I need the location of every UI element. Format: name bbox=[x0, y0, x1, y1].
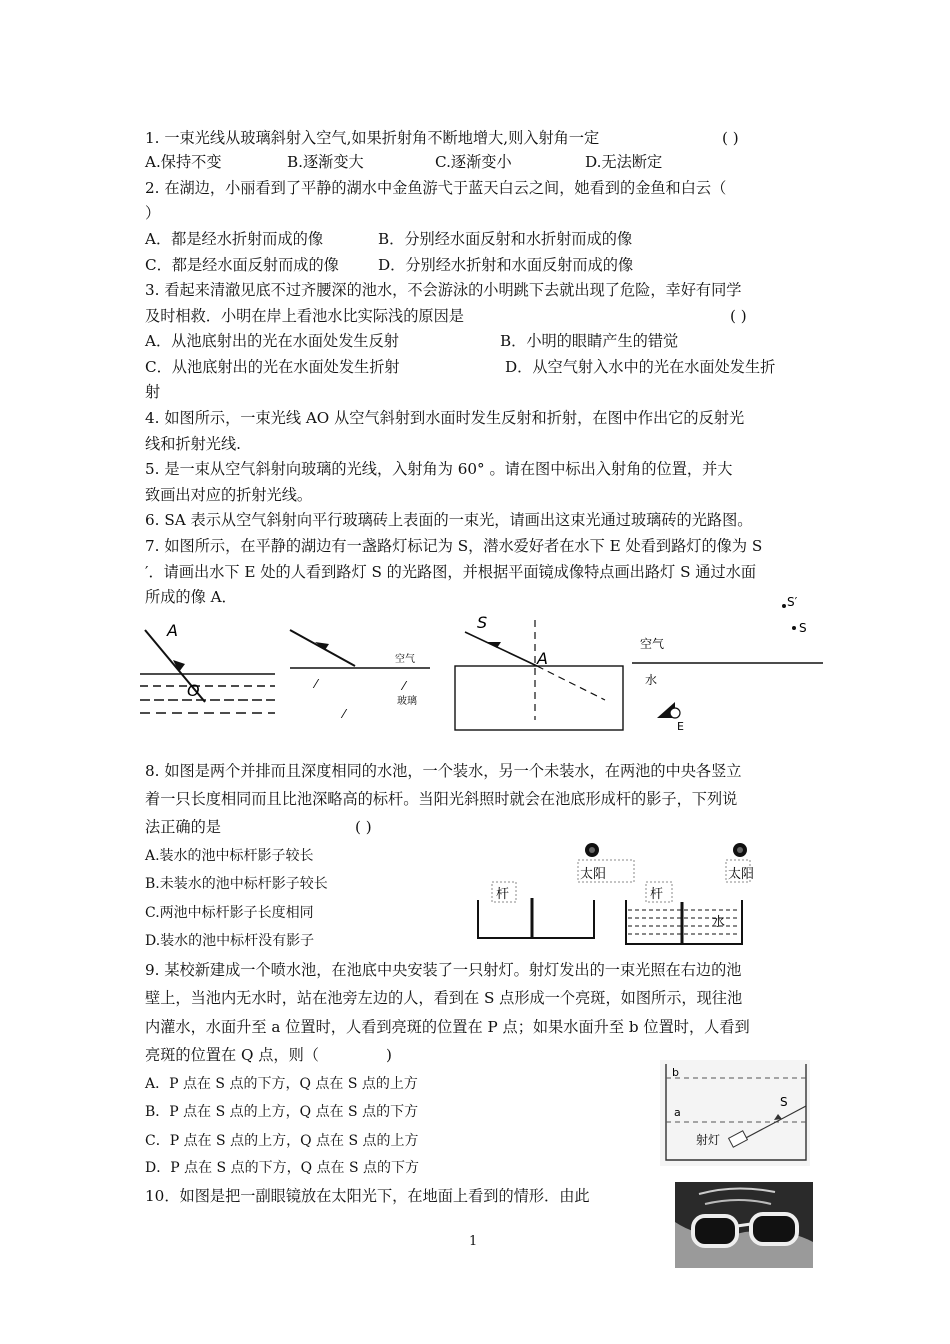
figure-q10-glasses-shadow-photo bbox=[675, 1182, 813, 1268]
q9-option-b: B．P 点在 S 点的上方，Q 点在 S 点的下方 bbox=[145, 1104, 419, 1120]
q2-option-c: C．都是经水面反射而成的像 bbox=[145, 256, 339, 274]
q10-line1: 10．如图是把一副眼镜放在太阳光下，在地面上看到的情形．由此 bbox=[145, 1187, 590, 1205]
figure-q4-label-a: A bbox=[167, 621, 178, 640]
figure-q7-label-s-prime: S′ bbox=[787, 595, 798, 609]
q3-answer-paren: ( ) bbox=[730, 307, 747, 325]
q9-option-a: A．P 点在 S 点的下方，Q 点在 S 点的上方 bbox=[145, 1076, 418, 1092]
q1-stem: 1. 一束光线从玻璃斜射入空气,如果折射角不断地增大,则入射角一定 bbox=[145, 129, 600, 147]
q9-line1: 9. 某校新建成一个喷水池，在池底中央安装了一只射灯。射灯发出的一束光照在右边的池 bbox=[145, 961, 742, 979]
q7-line3: 所成的像 A． bbox=[145, 588, 237, 606]
svg-text:⁄: ⁄ bbox=[403, 679, 406, 693]
q3-option-d: D．从空气射入水中的光在水面处发生折 bbox=[505, 358, 776, 376]
q2-stem-line1: 2. 在湖边，小丽看到了平静的湖水中金鱼游弋于蓝天白云之间，她看到的金鱼和白云（ bbox=[145, 179, 727, 197]
figure-q6-label-a: A bbox=[537, 649, 548, 668]
figure-q8-right-sun-label: 太阳 bbox=[728, 867, 755, 882]
figure-q9-label-b: b bbox=[672, 1066, 679, 1079]
svg-text:⁄: ⁄ bbox=[343, 707, 346, 721]
figure-q7-label-s: S bbox=[799, 621, 807, 635]
q9-line4: 亮斑的位置在 Q 点，则（ bbox=[145, 1046, 319, 1064]
q1-answer-paren: ( ) bbox=[722, 129, 739, 147]
q2-option-b: B．分别经水面反射和水折射而成的像 bbox=[378, 230, 633, 248]
q3-stem-line2: 及时相救．小明在岸上看池水比实际浅的原因是 bbox=[145, 307, 464, 325]
q9-option-c: C．P 点在 S 点的上方，Q 点在 S 点的上方 bbox=[145, 1133, 419, 1149]
figure-q5-label-glass: 玻璃 bbox=[397, 696, 417, 707]
figure-q9-label-s: S bbox=[780, 1095, 788, 1109]
figure-q8-left-sun-label: 太阳 bbox=[580, 867, 607, 882]
figure-q4-label-o: O bbox=[187, 681, 200, 700]
q9-line2: 壁上，当池内无水时，站在池旁左边的人，看到在 S 点形成一个亮斑，如图所示，现往池 bbox=[145, 989, 743, 1007]
q1-option-b: B.逐渐变大 bbox=[287, 153, 364, 171]
q5-line2: 致画出对应的折射光线。 bbox=[145, 486, 313, 504]
figure-q4-water bbox=[140, 621, 275, 713]
svg-text:⁄: ⁄ bbox=[315, 677, 318, 691]
page-number: 1 bbox=[469, 1234, 478, 1249]
figure-q8-pools bbox=[470, 838, 755, 948]
figure-q5-label-air: 空气 bbox=[395, 654, 415, 665]
q8-option-d: D.装水的池中标杆没有影子 bbox=[145, 933, 315, 949]
q8-line1: 8. 如图是两个并排而且深度相同的水池，一个装水，另一个未装水，在两池的中央各竖立 bbox=[145, 762, 742, 780]
q8-option-a: A.装水的池中标杆影子较长 bbox=[145, 848, 314, 864]
q3-option-d-continued: 射 bbox=[145, 383, 161, 401]
q8-option-c: C.两池中标杆影子长度相同 bbox=[145, 905, 314, 921]
q8-line3: 法正确的是 bbox=[145, 818, 221, 836]
q2-option-d: D．分别经水折射和水面反射而成的像 bbox=[378, 256, 634, 274]
q7-line1: 7. 如图所示，在平静的湖边有一盏路灯标记为 S，潜水爱好者在水下 E 处看到路灯的像为 S bbox=[145, 537, 763, 555]
q6-line1: 6. SA 表示从空气斜射向平行玻璃砖上表面的一束光，请画出这束光通过玻璃砖的光路图。 bbox=[145, 511, 753, 529]
q9-close-paren: ) bbox=[386, 1046, 392, 1064]
q1-option-d: D.无法断定 bbox=[585, 153, 663, 171]
figure-q7-label-e: E bbox=[677, 720, 684, 733]
figure-q7-lake bbox=[632, 595, 823, 733]
figure-q9-label-lamp: 射灯 bbox=[696, 1133, 721, 1147]
figure-q9-label-a: a bbox=[674, 1106, 681, 1119]
q9-option-d: D．P 点在 S 点的下方，Q 点在 S 点的下方 bbox=[145, 1160, 420, 1176]
q8-line2: 着一只长度相同而且比池深略高的标杆。当阳光斜照时就会在池底形成杆的影子，下列说 bbox=[145, 790, 738, 808]
q9-line3: 内灌水，水面升至 a 位置时，人看到亮斑的位置在 P 点；如果水面升至 b 位置时，人看到 bbox=[145, 1018, 750, 1036]
figure-q6-label-s: S bbox=[477, 613, 488, 632]
q2-option-a: A．都是经水折射而成的像 bbox=[145, 230, 324, 248]
q3-option-b: B．小明的眼睛产生的错觉 bbox=[500, 332, 679, 350]
figure-q8-left-pole-label: 杆 bbox=[496, 887, 510, 902]
q8-answer-paren: ( ) bbox=[355, 818, 372, 836]
figure-q7-label-water: 水 bbox=[645, 673, 658, 687]
q3-option-a: A．从池底射出的光在水面处发生反射 bbox=[145, 332, 399, 350]
figure-q5-glass bbox=[290, 630, 430, 721]
figure-q8-water-label: 水 bbox=[712, 915, 726, 930]
q7-line2: ′．请画出水下 E 处的人看到路灯 S 的光路图，并根据平面镜成像特点画出路灯 S 通过水面 bbox=[145, 563, 757, 581]
q1-option-c: C.逐渐变小 bbox=[435, 153, 512, 171]
q4-line2: 线和折射光线. bbox=[145, 435, 241, 453]
q1-option-a: A.保持不变 bbox=[145, 153, 222, 171]
q4-line1: 4. 如图所示，一束光线 AO 从空气斜射到水面时发生反射和折射，在图中作出它的反射光 bbox=[145, 409, 745, 427]
figure-q6-glass-brick bbox=[455, 613, 623, 730]
q2-stem-line2: ） bbox=[145, 204, 161, 222]
figure-q8-right-pole-label: 杆 bbox=[650, 887, 664, 902]
figure-q9-fountain-pool bbox=[660, 1060, 810, 1166]
q8-option-b: B.未装水的池中标杆影子较长 bbox=[145, 876, 328, 892]
q3-option-c: C．从池底射出的光在水面处发生折射 bbox=[145, 358, 400, 376]
figure-q7-label-air: 空气 bbox=[640, 637, 665, 651]
q3-stem-line1: 3. 看起来清澈见底不过齐腰深的池水，不会游泳的小明跳下去就出现了危险，幸好有同学 bbox=[145, 281, 742, 299]
q5-line1: 5. 是一束从空气斜射向玻璃的光线，入射角为 60° 。请在图中标出入射角的位置，并大 bbox=[145, 460, 733, 478]
